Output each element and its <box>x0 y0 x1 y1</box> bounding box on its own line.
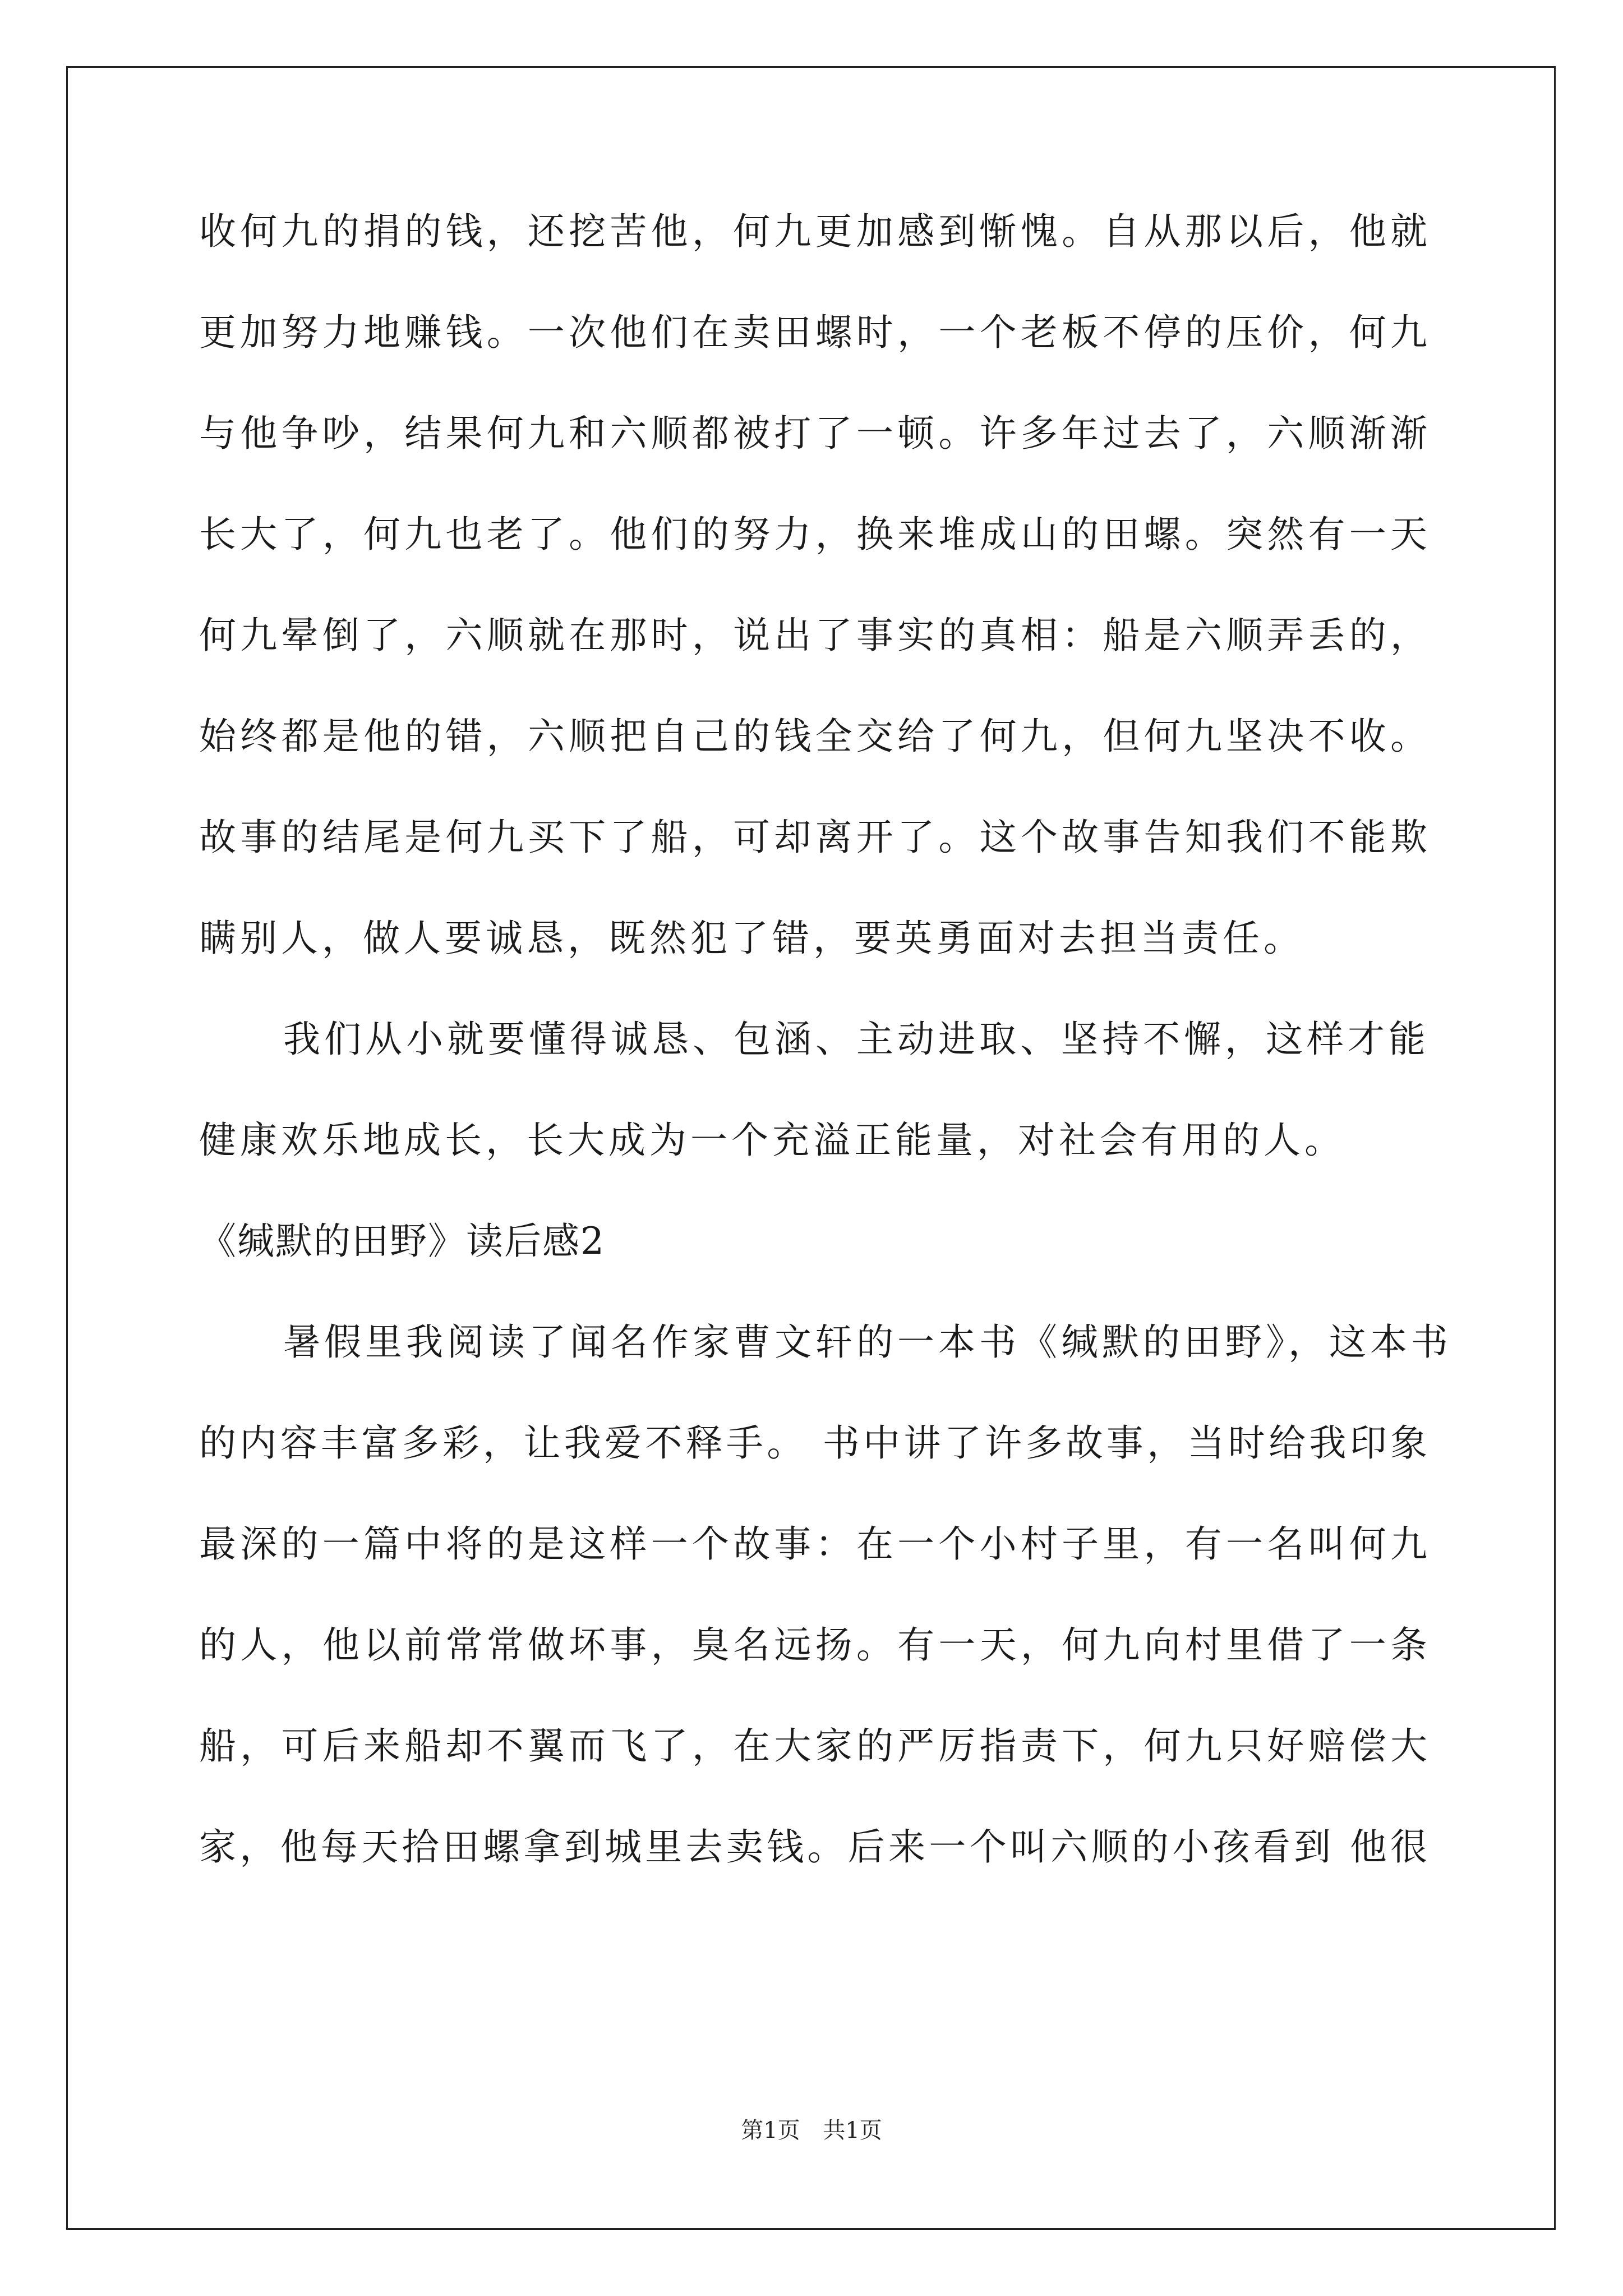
text-line: 的人，他以前常常做坏事，臭名远扬。有一天，何九向村里借了一条 <box>199 1623 1427 1667</box>
page-number: 第1页 <box>741 2118 800 2143</box>
text-line: 最深的一篇中将的是这样一个故事：在一个小村子里，有一名叫何九 <box>199 1522 1427 1566</box>
paragraph-first-line: 我们从小就要懂得诚恳、包涵、主动进取、坚持不懈，这样才能 <box>283 1018 1430 1061</box>
document-body <box>199 210 1452 1930</box>
text-line: 家，他每天拾田螺拿到城里去卖钱。后来一个叫六顺的小孩看到 他很 <box>199 1825 1427 1869</box>
text-line: 与他争吵，结果何九和六顺都被打了一顿。许多年过去了，六顺渐渐 <box>199 412 1427 455</box>
text-line: 故事的结尾是何九买下了船，可却离开了。这个故事告知我们不能欺 <box>199 816 1427 859</box>
text-line: 长大了，何九也老了。他们的努力，换来堆成山的田螺。突然有一天 <box>199 513 1427 556</box>
section-heading: 《缄默的田野》读后感2 <box>199 1220 605 1263</box>
page-total: 共1页 <box>823 2118 882 2143</box>
text-line: 的内容丰富多彩，让我爱不释手。 书中讲了许多故事，当时给我印象 <box>199 1421 1427 1465</box>
text-line: 收何九的捐的钱，还挖苦他，何九更加感到惭愧。自从那以后，他就 <box>199 210 1427 253</box>
text-line: 始终都是他的错，六顺把自己的钱全交给了何九，但何九坚决不收。 <box>199 715 1427 758</box>
text-line: 更加努力地赚钱。一次他们在卖田螺时，一个老板不停的压价，何九 <box>199 311 1427 354</box>
page-footer <box>0 2119 1623 2142</box>
text-line: 船，可后来船却不翼而飞了，在大家的严厉指责下，何九只好赔偿大 <box>199 1724 1427 1768</box>
text-line: 健康欢乐地成长，长大成为一个充溢正能量，对社会有用的人。 <box>199 1119 1345 1162</box>
text-line: 瞒别人，做人要诚恳，既然犯了错，要英勇面对去担当责任。 <box>199 917 1304 960</box>
paragraph-first-line: 暑假里我阅读了闻名作家曹文轩的一本书《缄默的田野》，这本书 <box>283 1320 1452 1364</box>
text-line: 何九晕倒了，六顺就在那时，说出了事实的真相：船是六顺弄丢的， <box>199 614 1427 657</box>
